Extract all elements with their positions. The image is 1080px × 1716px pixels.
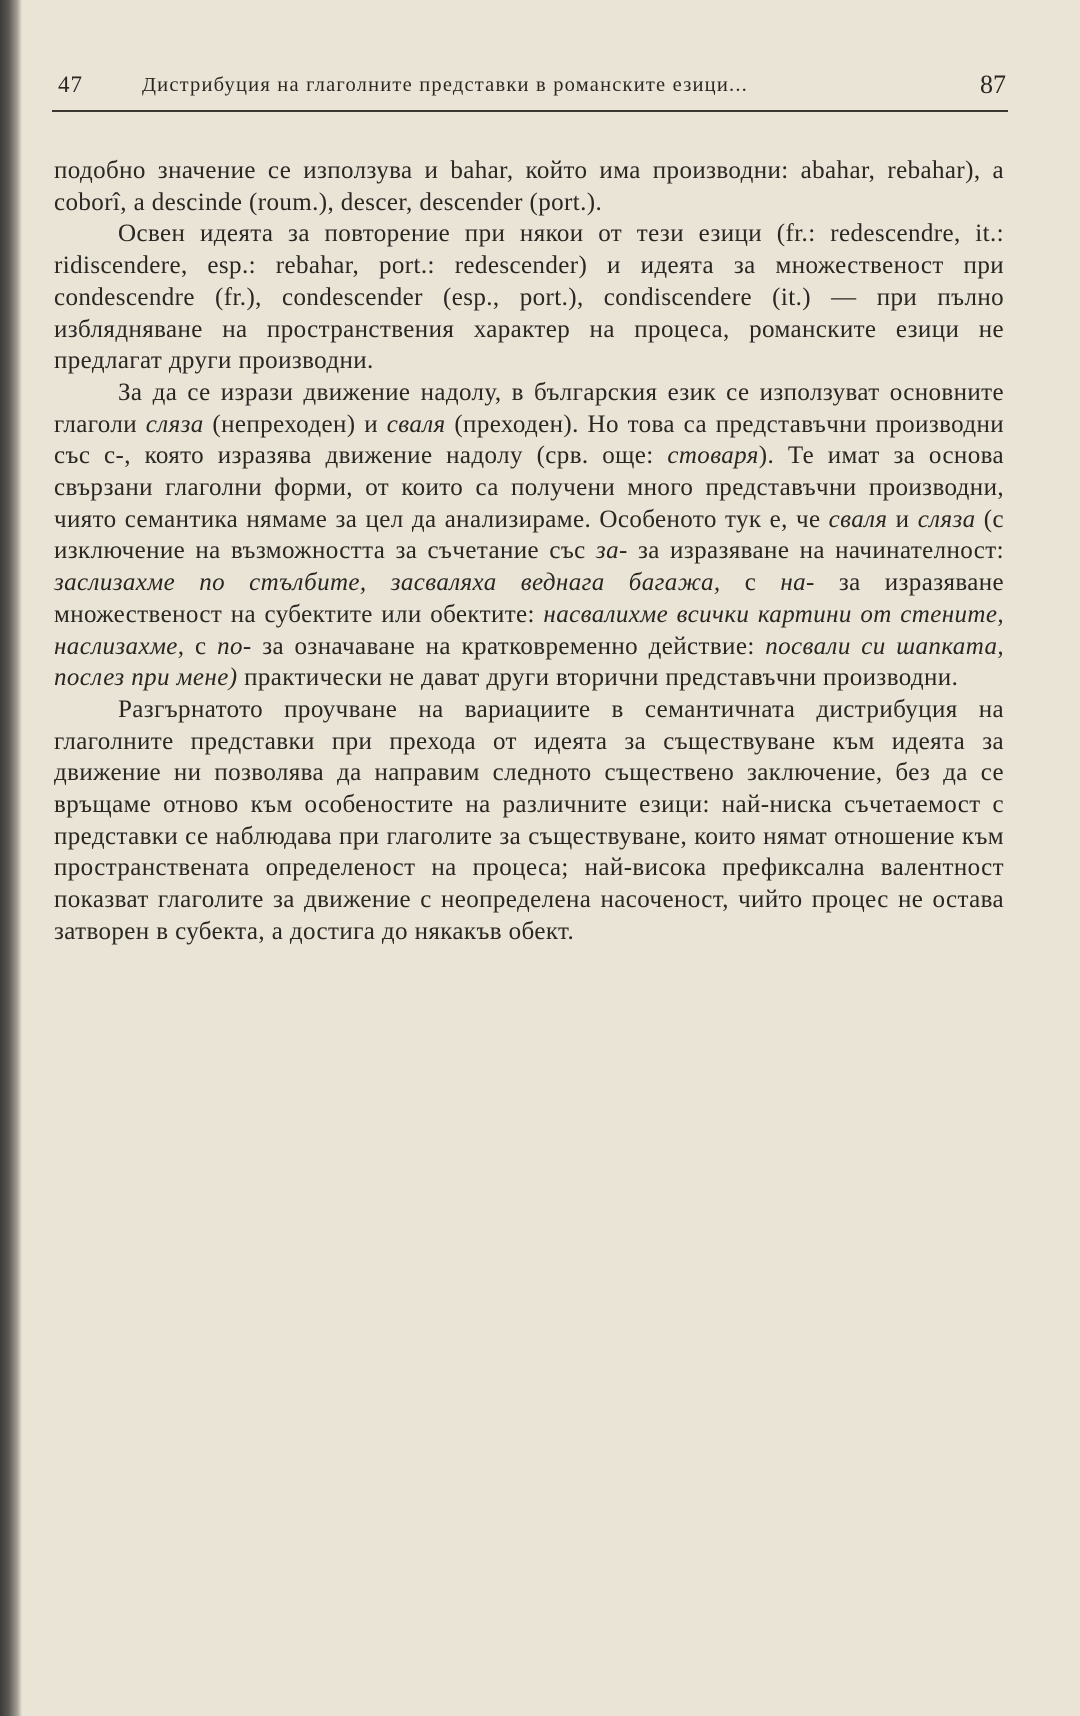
- italic-term: заслизахме по стълбите, засваляха веднага багажа,: [54, 569, 721, 597]
- paragraph-3: [54, 377, 1004, 694]
- text-run: ). Те имат за основа свързани глаголни форми, от които са получени много представъчни производни, чиято семантика нямаме за цел да анализираме. Особеното тук е, че: [54, 442, 1004, 533]
- running-head: [52, 62, 1008, 112]
- paragraph-2: [54, 218, 1004, 377]
- text-run: За да се изрази движение надолу, в българския език се използуват основните глаголи: [54, 378, 1004, 438]
- italic-term: сляза: [145, 410, 204, 438]
- text-run: с: [720, 569, 781, 597]
- text-run: с: [184, 632, 218, 660]
- italic-term: сляза: [917, 505, 976, 533]
- text-run: подобно значение се използува и bahar, който има производни: abahar, rebahar), a coborî, a descinde (roum.), descer, descender (port.).: [54, 157, 1004, 216]
- italic-term: на-: [780, 569, 815, 597]
- text-run: Разгърнатото проучване на вариациите в семантичната дистрибуция на глаголните представки при прехода от идеята за съществуване към идеята за движение ни позволява да направим следното съществено заключение, без да се връщаме отново към особеностите на различните езици: най-ниска съчетаемост с представки се наблюдава при глаголите за съществуване, които нямат отношение към пространствената определеност на процеса; най-висока префиксална валентност показват глаголите за движение с неопределена насоченост, чийто процес не остава затворен в субекта, а достига до някакъв обект.: [54, 695, 1004, 945]
- text-run: (с изключение на възможността за съчетание със: [54, 505, 1004, 565]
- italic-term: сваля: [386, 410, 446, 438]
- italic-term: сваля: [828, 505, 888, 533]
- italic-term: посвали си шапката, послез при мене): [54, 632, 1005, 692]
- text-run: за изразяване на начинателност:: [627, 537, 1004, 565]
- paragraph-1: [54, 155, 1004, 218]
- italic-term: по-: [217, 632, 252, 660]
- italic-term: стоваря: [667, 442, 759, 470]
- text-run: (непреходен) и: [203, 410, 387, 438]
- text-run: Освен идеята за повторение при някои от тези езици (fr.: redescendre, it.: ridiscendere, esp.: rebahar, port.: redescender) и идеята за множественост при condescendre (fr.), condescender (esp., port.), condiscendere (it.) — при пълно изблядняване на пространствения характер на процеса, романските езици не предлагат други производни.: [54, 220, 1004, 375]
- text-run: и: [887, 505, 918, 533]
- text-run: за изразяване множественост на субектите или обектите:: [54, 569, 1005, 628]
- text-run: практически не дават други вторични представъчни производни.: [237, 664, 959, 692]
- running-title: Дистрибуция на глаголните представки в романските езици...: [142, 74, 748, 96]
- italic-term: за-: [595, 537, 628, 565]
- body-text: [54, 155, 1004, 948]
- italic-term: насвалихме всички картини от стените, наслизахме,: [54, 600, 1004, 660]
- page-number-right: 87: [980, 70, 1006, 99]
- text-run: (преходен). Но това са представъчни производни със с-, която изразява движение надолу (срв. още:: [54, 410, 1004, 470]
- page-number-left: 47: [58, 72, 83, 97]
- paragraph-4: [54, 694, 1004, 948]
- text-run: за означаване на кратковременно действие:: [251, 632, 766, 660]
